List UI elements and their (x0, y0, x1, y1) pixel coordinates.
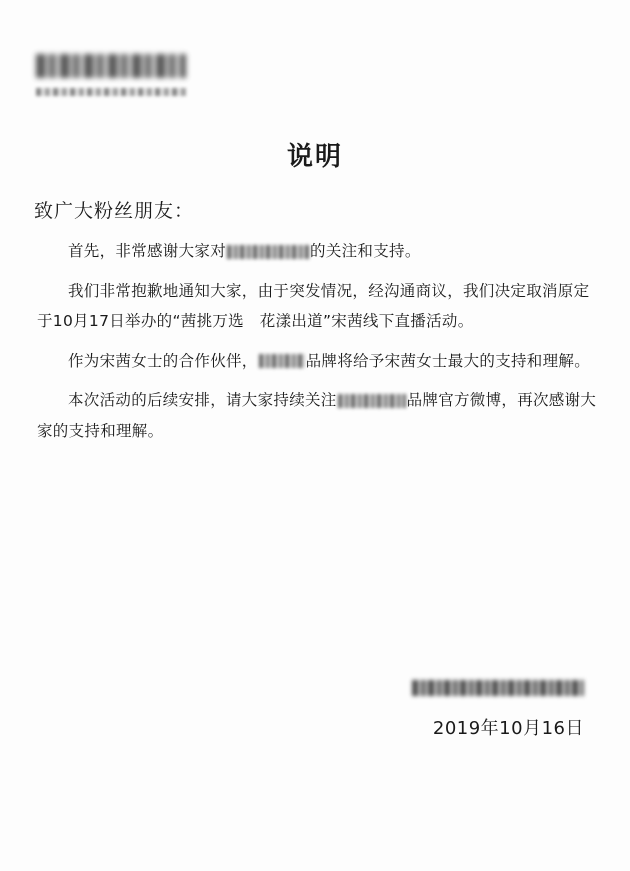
salutation: 致广大粉丝朋友： (34, 200, 195, 222)
paragraph-1-after: 的关注和支持。 (310, 242, 421, 260)
document-date: 2019年10月16日 (432, 718, 584, 739)
redacted-brand (338, 394, 406, 408)
paragraph-4 (37, 385, 603, 446)
redacted-logo (32, 50, 192, 106)
redacted-logo-subtitle (36, 88, 186, 96)
paragraph-4-before: 本次活动的后续安排，请大家持续关注 (68, 391, 337, 409)
paragraph-3-before: 作为宋茜女士的合作伙伴， (68, 351, 258, 370)
redacted-logo-mark (36, 54, 186, 78)
document-body (37, 236, 603, 455)
document-title: 说明 (286, 142, 343, 172)
redacted-brand (227, 245, 309, 259)
paragraph-3-after: 品牌将给予宋茜女士最大的支持和理解。 (305, 351, 591, 370)
paragraph-4-after: 品牌官方微博，再次感谢大家的支持和理解。 (37, 391, 597, 440)
paragraph-1-before: 首先，非常感谢大家对 (68, 242, 227, 260)
signature-block (404, 680, 584, 740)
paragraph-2: 我们非常抱歉地通知大家，由于突发情况，经沟通商议，我们决定取消原定于10月17日举办的“茜挑万选 花漾出道”宋茜线下直播活动。 (37, 281, 590, 330)
paragraph-3 (37, 346, 603, 377)
paragraph-1 (37, 236, 603, 267)
redacted-organization (412, 680, 584, 696)
redacted-brand (259, 354, 305, 368)
